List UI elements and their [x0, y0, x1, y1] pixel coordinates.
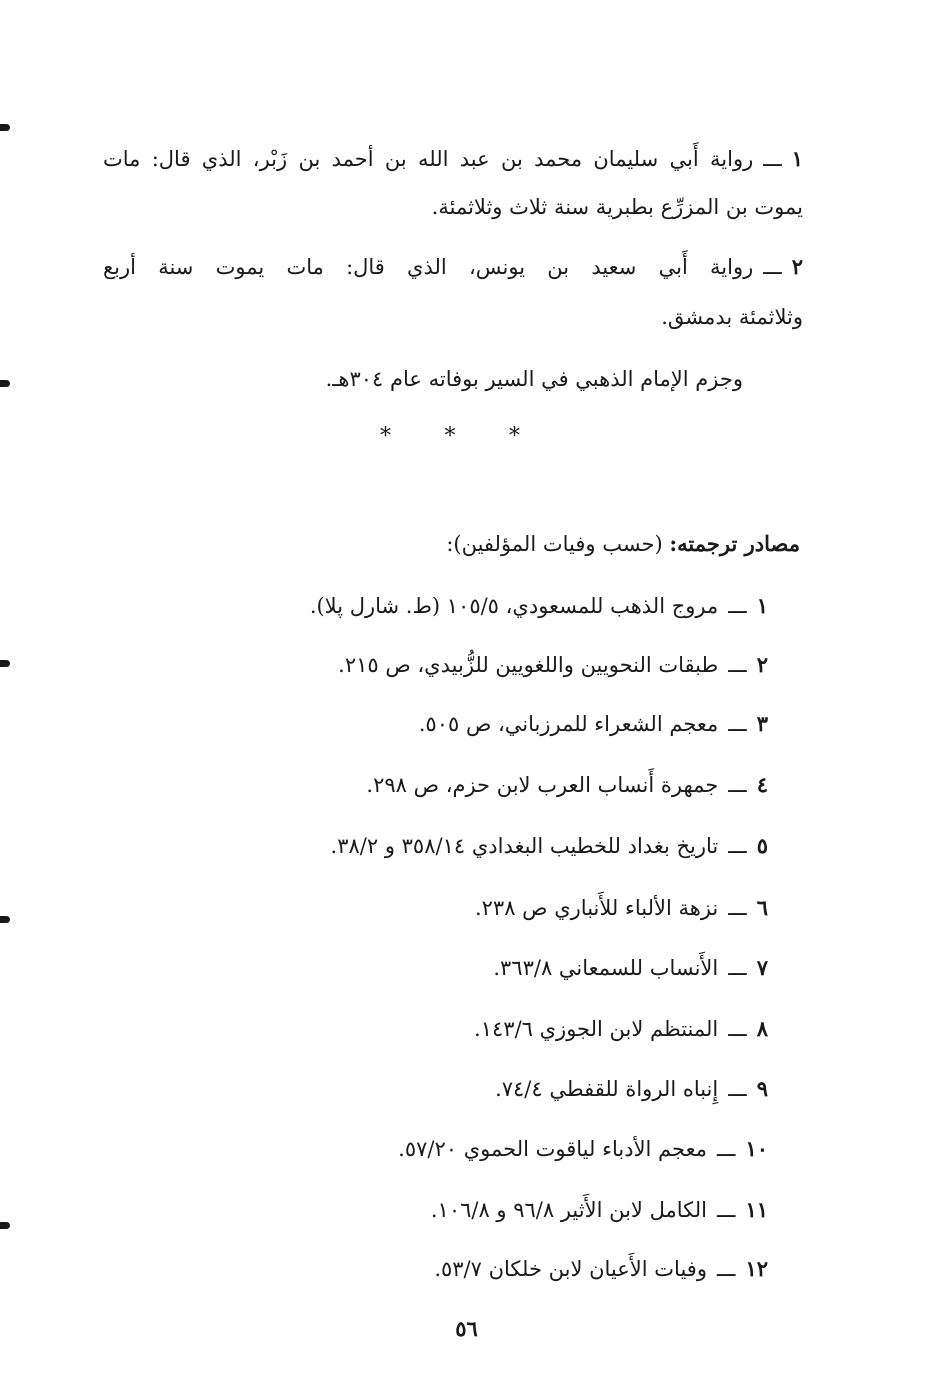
- source-number: ٦: [756, 895, 768, 920]
- source-text: معجم الشعراء للمرزباني، ص ٥٠٥.: [418, 712, 719, 736]
- narration-text: رواية أَبي سليمان محمد بن عبد الله بن أحمد بن زَبْر، الذي قال: مات: [103, 147, 754, 171]
- source-number: ٢: [756, 652, 768, 677]
- scan-edge-mark: [0, 124, 10, 131]
- source-text: إِنباه الرواة للقفطي ٧٤/٤.: [495, 1077, 719, 1101]
- scan-edge-mark: [0, 1222, 10, 1229]
- list-item: [493, 954, 768, 982]
- page-number: ٥٦: [455, 1316, 478, 1341]
- list-dash: ـــ: [728, 594, 747, 618]
- narration-1-line-2: يموت بن المزرِّع بطبرية سنة ثلاث وثلاثمئة.: [431, 195, 803, 219]
- list-item: [474, 1015, 768, 1043]
- narration-2-line-2: وثلاثمئة بدمشق.: [661, 305, 803, 329]
- source-number: ٨: [756, 1016, 768, 1041]
- list-dash: ـــ: [728, 653, 747, 677]
- source-number: ٥: [756, 833, 768, 858]
- list-dash: ـــ: [763, 147, 782, 171]
- list-item: [475, 894, 768, 922]
- list-item: [310, 592, 768, 620]
- source-text: جمهرة أَنساب العرب لابن حزم، ص ٢٩٨.: [366, 773, 719, 797]
- source-number: ٧: [756, 955, 768, 980]
- list-item: [434, 1255, 768, 1283]
- separator-asterisk: *: [444, 424, 456, 449]
- list-item: [338, 651, 768, 679]
- list-item: [331, 832, 768, 860]
- list-dash: ـــ: [728, 1077, 747, 1101]
- sources-heading-line: [446, 530, 800, 558]
- list-dash: ـــ: [728, 773, 747, 797]
- source-text: نزهة الألباء للأَنباري ص ٢٣٨.: [474, 896, 719, 920]
- sources-note: (حسب وفيات المؤلفين):: [446, 532, 663, 556]
- source-text: الكامل لابن الأَثير ٩٦/٨ و ١٠٦/٨.: [430, 1198, 707, 1222]
- narration-1-line-1: [103, 145, 803, 173]
- scan-edge-mark: [0, 380, 10, 387]
- source-text: طبقات النحويين واللغويين للزُّبيدي، ص ٢١٥.: [338, 653, 719, 677]
- list-item: [431, 1196, 768, 1224]
- list-dash: ـــ: [763, 255, 782, 279]
- narration-text: رواية أَبي سعيد بن يونس، الذي قال: مات يموت سنة أربع: [103, 255, 754, 279]
- source-number: ١: [756, 593, 768, 618]
- list-dash: ـــ: [728, 956, 747, 980]
- scan-edge-mark: [0, 660, 10, 667]
- source-number: ٣: [756, 711, 768, 736]
- list-item: [366, 771, 768, 799]
- source-number: ١٠: [745, 1136, 768, 1161]
- narration-number: ٢: [791, 254, 803, 279]
- source-number: ١١: [745, 1197, 768, 1222]
- narration-2-line-1: [103, 253, 803, 281]
- list-dash: ـــ: [716, 1257, 736, 1281]
- list-item: [495, 1075, 768, 1103]
- list-dash: ـــ: [728, 896, 747, 920]
- source-number: ١٢: [745, 1256, 768, 1281]
- source-text: تاريخ بغداد للخطيب البغدادي ٣٥٨/١٤ و ٣٨/٢.: [330, 834, 719, 858]
- conclusion-text: وجزم الإمام الذهبي في السير بوفاته عام ٣٠٤هـ.: [325, 367, 743, 391]
- separator-asterisk: *: [380, 424, 391, 449]
- list-item: [419, 710, 768, 738]
- source-number: ٤: [756, 772, 768, 797]
- narration-number: ١: [791, 146, 803, 171]
- list-dash: ـــ: [728, 834, 747, 858]
- list-dash: ـــ: [716, 1137, 736, 1161]
- section-separator: [380, 424, 520, 449]
- list-dash: ـــ: [728, 712, 747, 736]
- source-text: وفيات الأَعيان لابن خلكان ٥٣/٧.: [434, 1257, 707, 1281]
- source-text: مروج الذهب للمسعودي، ١٠٥/٥ (ط. شارل پلا).: [309, 594, 719, 618]
- list-dash: ـــ: [728, 1017, 747, 1041]
- scan-edge-mark: [0, 916, 10, 923]
- list-dash: ـــ: [716, 1198, 736, 1222]
- source-number: ٩: [756, 1076, 768, 1101]
- separator-asterisk: *: [509, 424, 520, 449]
- list-item: [398, 1135, 768, 1163]
- sources-heading: مصادر ترجمته:: [669, 531, 800, 556]
- source-text: المنتظم لابن الجوزي ١٤٣/٦.: [474, 1017, 719, 1041]
- source-text: الأَنساب للسمعاني ٣٦٣/٨.: [493, 956, 719, 980]
- source-text: معجم الأدباء لياقوت الحموي ٥٧/٢٠.: [398, 1137, 707, 1161]
